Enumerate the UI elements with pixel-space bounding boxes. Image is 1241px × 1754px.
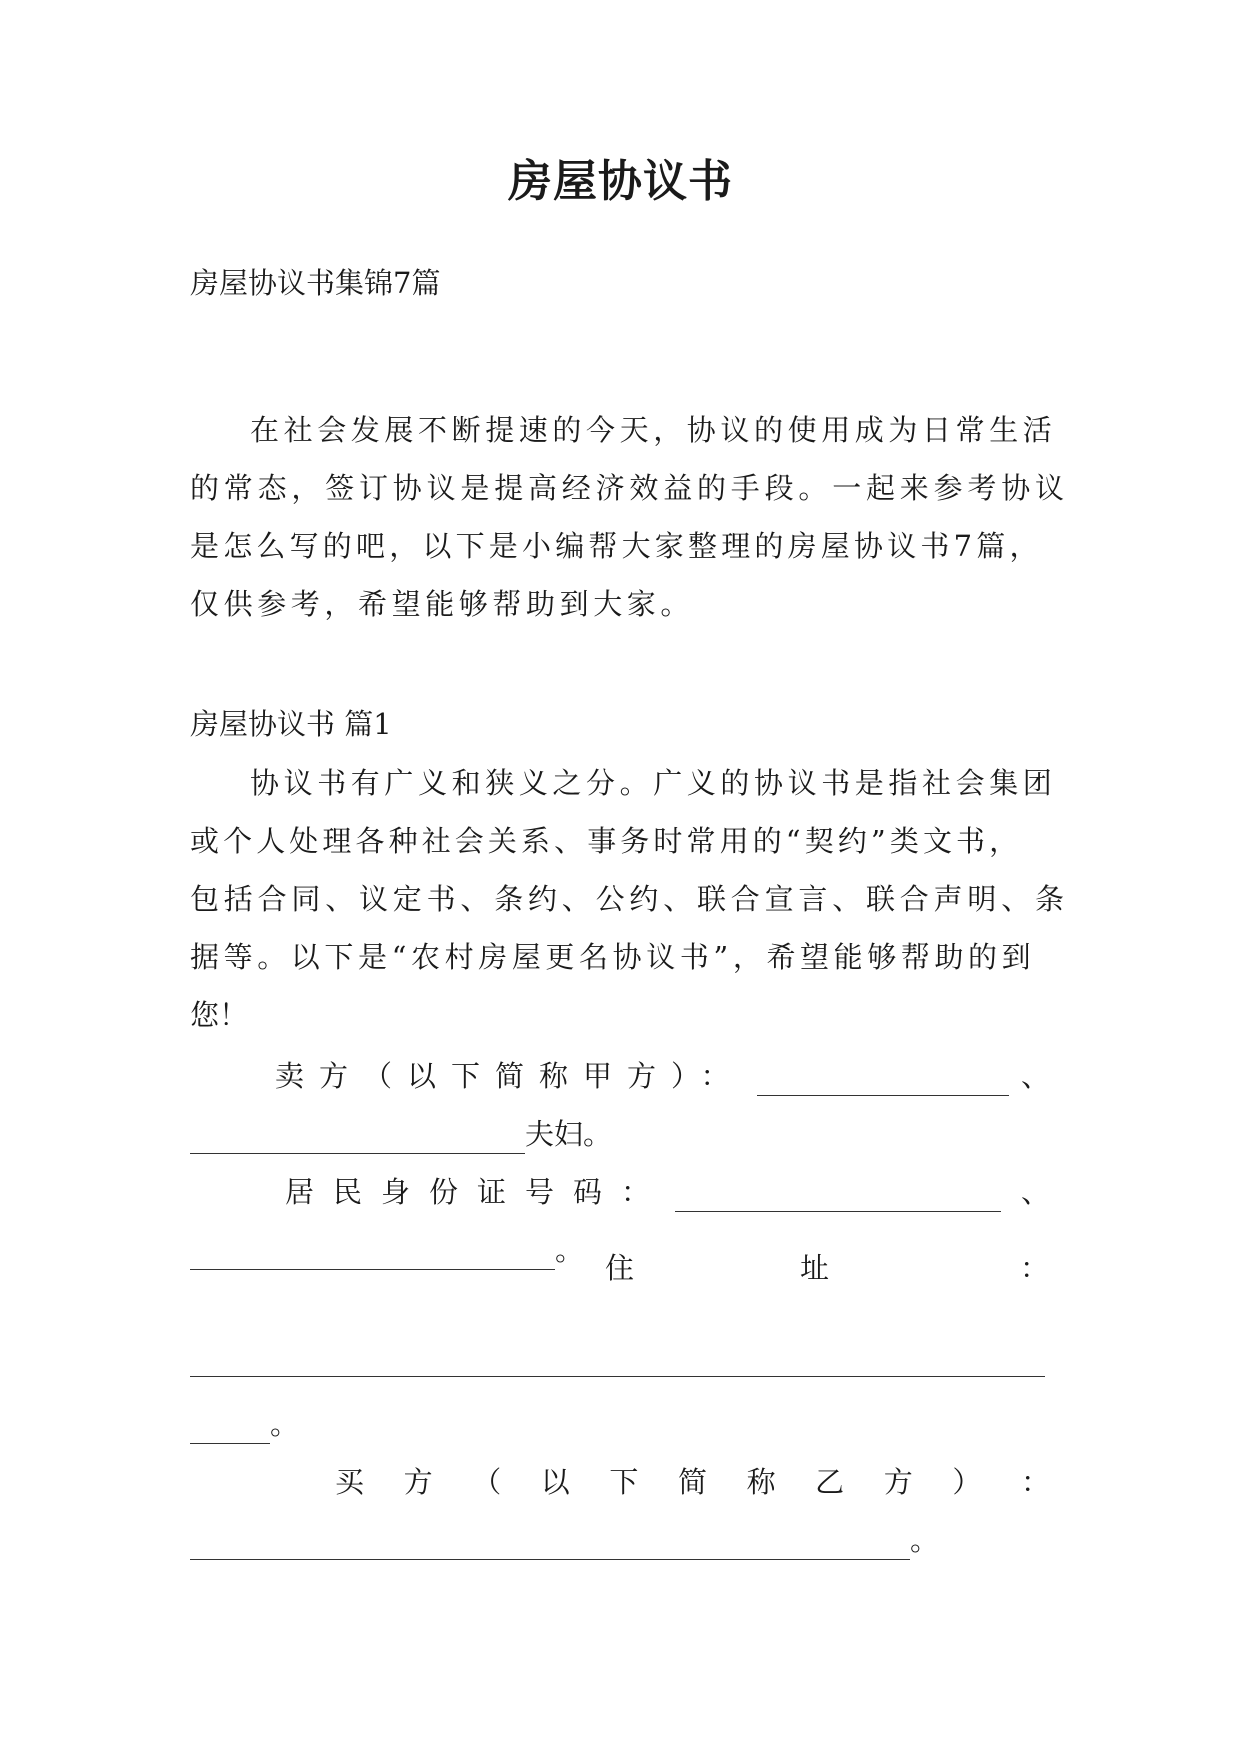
- id-row: [285, 1172, 1050, 1212]
- buyer-char: ：: [1020, 1465, 1050, 1499]
- section-heading: 房屋协议书 篇1: [190, 707, 392, 741]
- buyer-char: （: [472, 1465, 502, 1499]
- document-title: 房屋协议书: [508, 156, 733, 207]
- buyer-char: 以: [540, 1465, 570, 1499]
- address-label-1: 住: [605, 1251, 635, 1285]
- address-row-2: [190, 1346, 1050, 1377]
- seller-name-blank-2[interactable]: [190, 1123, 525, 1154]
- address-row-3: [190, 1404, 1050, 1444]
- id-label: 居民身份证号码：: [285, 1175, 670, 1209]
- intro-line-2: 的常态，签订协议是提高经济效益的手段。一起来参考协议: [190, 471, 1069, 505]
- buyer-char: 方: [403, 1465, 433, 1499]
- buyer-row-2: [190, 1520, 1050, 1560]
- address-blank-2[interactable]: [190, 1413, 270, 1444]
- intro-line-1: 在社会发展不断提速的今天，协议的使用成为日常生活: [250, 413, 1057, 447]
- buyer-char: 简: [677, 1465, 707, 1499]
- buyer-char: 方: [883, 1465, 913, 1499]
- address-end: 。: [270, 1407, 300, 1441]
- seller-name-blank-1[interactable]: [757, 1065, 1009, 1096]
- id-end: 。: [555, 1233, 585, 1267]
- section-line-1: 协议书有广义和狭义之分。广义的协议书是指社会集团: [250, 766, 1057, 800]
- address-blank-1[interactable]: [190, 1346, 1045, 1377]
- intro-line-3: 是怎么写的吧，以下是小编帮大家整理的房屋协议书7篇，: [190, 529, 1043, 563]
- section-line-3: 包括合同、议定书、条约、公约、联合宣言、联合声明、条: [190, 882, 1069, 916]
- seller-row: [275, 1056, 1050, 1096]
- section-line-5: 您！: [190, 998, 249, 1032]
- id-number-blank-2[interactable]: [190, 1239, 555, 1270]
- document-subtitle: 房屋协议书集锦7篇: [190, 266, 441, 300]
- buyer-char: 称: [746, 1465, 776, 1499]
- seller-row-2: [190, 1114, 1050, 1154]
- buyer-label: [335, 1462, 1050, 1502]
- seller-suffix: 夫妇。: [525, 1117, 613, 1151]
- intro-line-4: 仅供参考，希望能够帮助到大家。: [190, 587, 695, 621]
- buyer-char: 下: [609, 1465, 639, 1499]
- buyer-char: ）: [952, 1465, 982, 1499]
- id-number-blank-1[interactable]: [675, 1181, 1001, 1212]
- buyer-end: 。: [910, 1523, 940, 1557]
- buyer-char: 买: [335, 1465, 365, 1499]
- buyer-char: 乙: [815, 1465, 845, 1499]
- seller-separator: 、: [1020, 1059, 1050, 1093]
- address-label-2: 址: [800, 1251, 830, 1285]
- seller-label: 卖方（以下简称甲方）：: [275, 1059, 745, 1093]
- section-line-2: 或个人处理各种社会关系、事务时常用的“契约”类文书，: [190, 824, 1023, 858]
- id-separator: 、: [1020, 1175, 1050, 1209]
- section-line-4: 据等。以下是“农村房屋更名协议书”，希望能够帮助的到: [190, 940, 1036, 974]
- buyer-name-blank[interactable]: [190, 1529, 910, 1560]
- address-colon: ：: [1020, 1251, 1050, 1285]
